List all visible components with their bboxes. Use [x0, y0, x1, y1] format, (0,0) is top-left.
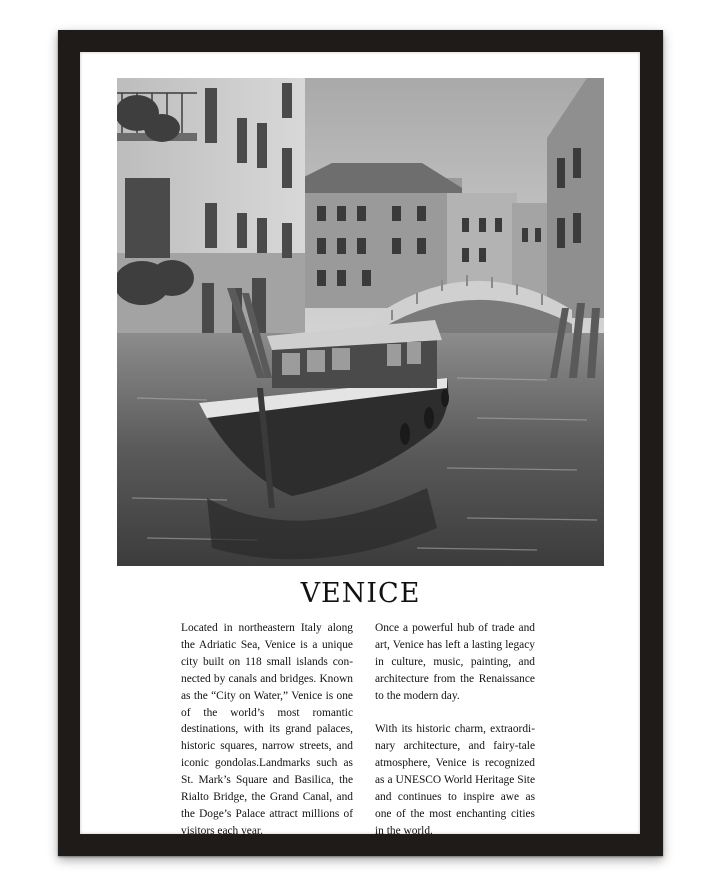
paragraph-about-venice: Located in northeastern Italy along the Adriatic Sea, Venice is a unique city built on 118 small islands connected by canals and bridges. Known as the “City on Water,” Venice is one of the world’s most romantic destinations, with its grand palaces, historic squares, narrow streets, and iconic gondolas.Landmarks such as St. Mark’s Square and Basilica, the Rialto Bridge, the Grand Canal, and the Doge’s Palace attract millions of visitors each year. — [181, 622, 353, 837]
text-column-left — [181, 620, 353, 840]
poster-title: VENICE — [300, 578, 421, 609]
paragraph-history: Once a powerful hub of trade and art, Venice has left a lasting legacy in culture, music, painting, and architecture from the Renaissance to the modern day. — [375, 622, 535, 702]
paragraph-heritage: With its historic charm, extraordinary architecture, and fairy-tale atmosphere, Venice is recognized as a UNESCO World Heritage Site and continues to inspire awe as one of the most enchanting cities in the world. — [375, 723, 535, 837]
venice-canal-photo — [117, 78, 604, 566]
text-column-right — [375, 620, 535, 840]
